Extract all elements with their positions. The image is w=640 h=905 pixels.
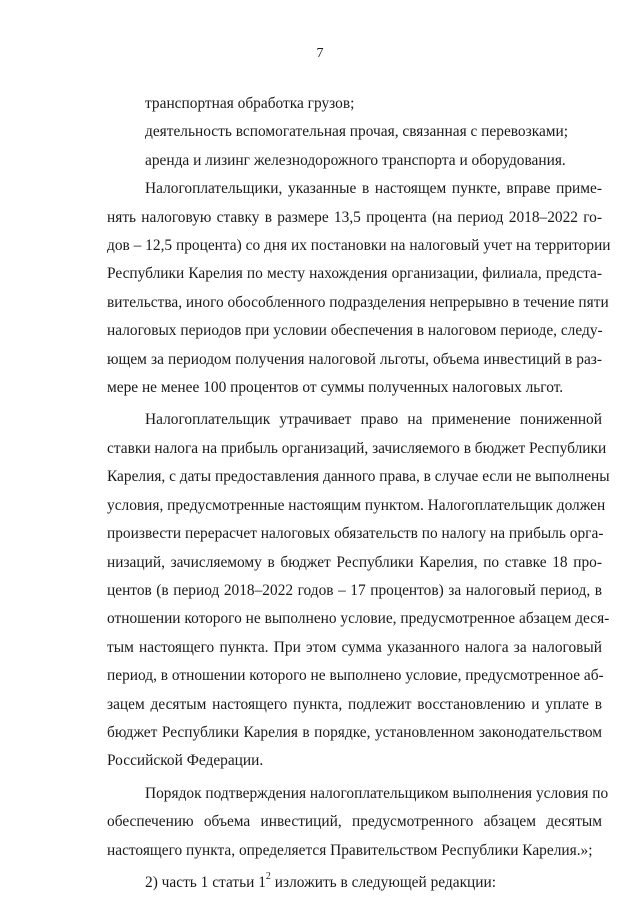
page-number: 7 [316, 46, 324, 61]
text-line: Налогоплательщики, указанные в настоящем пункте, вправе приме- [145, 180, 602, 198]
text-line: условия, предусмотренные настоящим пунктом. Налогоплательщик должен [107, 496, 606, 514]
paragraph-4 [107, 175, 611, 402]
paragraph-amendment [107, 869, 602, 897]
text-line: центов (в период 2018–2022 годов – 17 процентов) за налоговый период, в [107, 581, 602, 599]
text-line: настоящего пункта, определяется Правительством Республики Карелия.»; [107, 841, 593, 859]
paragraph-2 [107, 118, 602, 146]
text-line: дов – 12,5 процента) со дня их постановки на налоговый учет на территории [107, 237, 611, 255]
text-line: отношении которого не выполнено условие, предусмотренное абзацем деся- [107, 610, 610, 628]
text-line: Республики Карелия по месту нахождения организации, филиала, предста- [107, 265, 602, 283]
text-line: Российской Федерации. [107, 752, 264, 770]
article-superscript: 2 [265, 870, 271, 882]
text-line: ющем за периодом получения налоговой льготы, объема инвестиций в раз- [107, 350, 602, 368]
text-line: нять налоговую ставку в размере 13,5 процента (на период 2018–2022 го- [107, 208, 602, 226]
document-body [107, 90, 611, 897]
text-line: низаций, зачисляемому в бюджет Республики Карелия, по ставке 18 про- [107, 553, 602, 571]
paragraph-5 [107, 406, 610, 775]
text-line: произвести перерасчет налоговых обязательств по налогу на прибыль орга- [107, 525, 604, 543]
amendment-text-after: изложить в следующей редакции: [270, 873, 497, 891]
paragraph-1 [107, 90, 602, 118]
text-line: мере не менее 100 процентов от суммы полученных налоговых льгот. [107, 379, 564, 397]
text-line: транспортная обработка грузов; [145, 95, 355, 112]
text-line: Карелия, с даты предоставления данного права, в случае если не выполнены [107, 468, 610, 486]
text-line: вительства, иного обособленного подразделения непрерывно в течение пяти [107, 293, 609, 311]
text-line: ставки налога на прибыль организаций, зачисляемого в бюджет Республики [107, 439, 607, 457]
text-line: аренда и лизинг железнодорожного транспорта и оборудования. [145, 151, 566, 169]
amendment-line [107, 869, 602, 897]
text-line: Порядок подтверждения налогоплательщиком выполнения условия по [145, 784, 609, 802]
amendment-text-before: 2) часть 1 статьи 1 [145, 873, 266, 891]
text-line: зацем десятым настоящего пункта, подлежит восстановлению и уплате в [107, 695, 602, 713]
text-line: период, в отношении которого не выполнено условие, предусмотренное аб- [107, 667, 604, 685]
text-line: тым настоящего пункта. При этом сумма указанного налога за налоговый [107, 638, 602, 656]
text-line: Налогоплательщик утрачивает право на применение пониженной [145, 411, 602, 429]
paragraph-6 [107, 780, 609, 865]
text-line: налоговых периодов при условии обеспечения в налоговом периоде, следу- [107, 322, 603, 340]
text-line: обеспечению объема инвестиций, предусмотренного абзацем десятым [107, 813, 602, 831]
text-line: деятельность вспомогательная прочая, связанная с перевозками; [145, 123, 569, 141]
text-line: бюджет Республики Карелия в порядке, установленном законодательством [107, 723, 602, 741]
paragraph-3 [107, 147, 602, 175]
